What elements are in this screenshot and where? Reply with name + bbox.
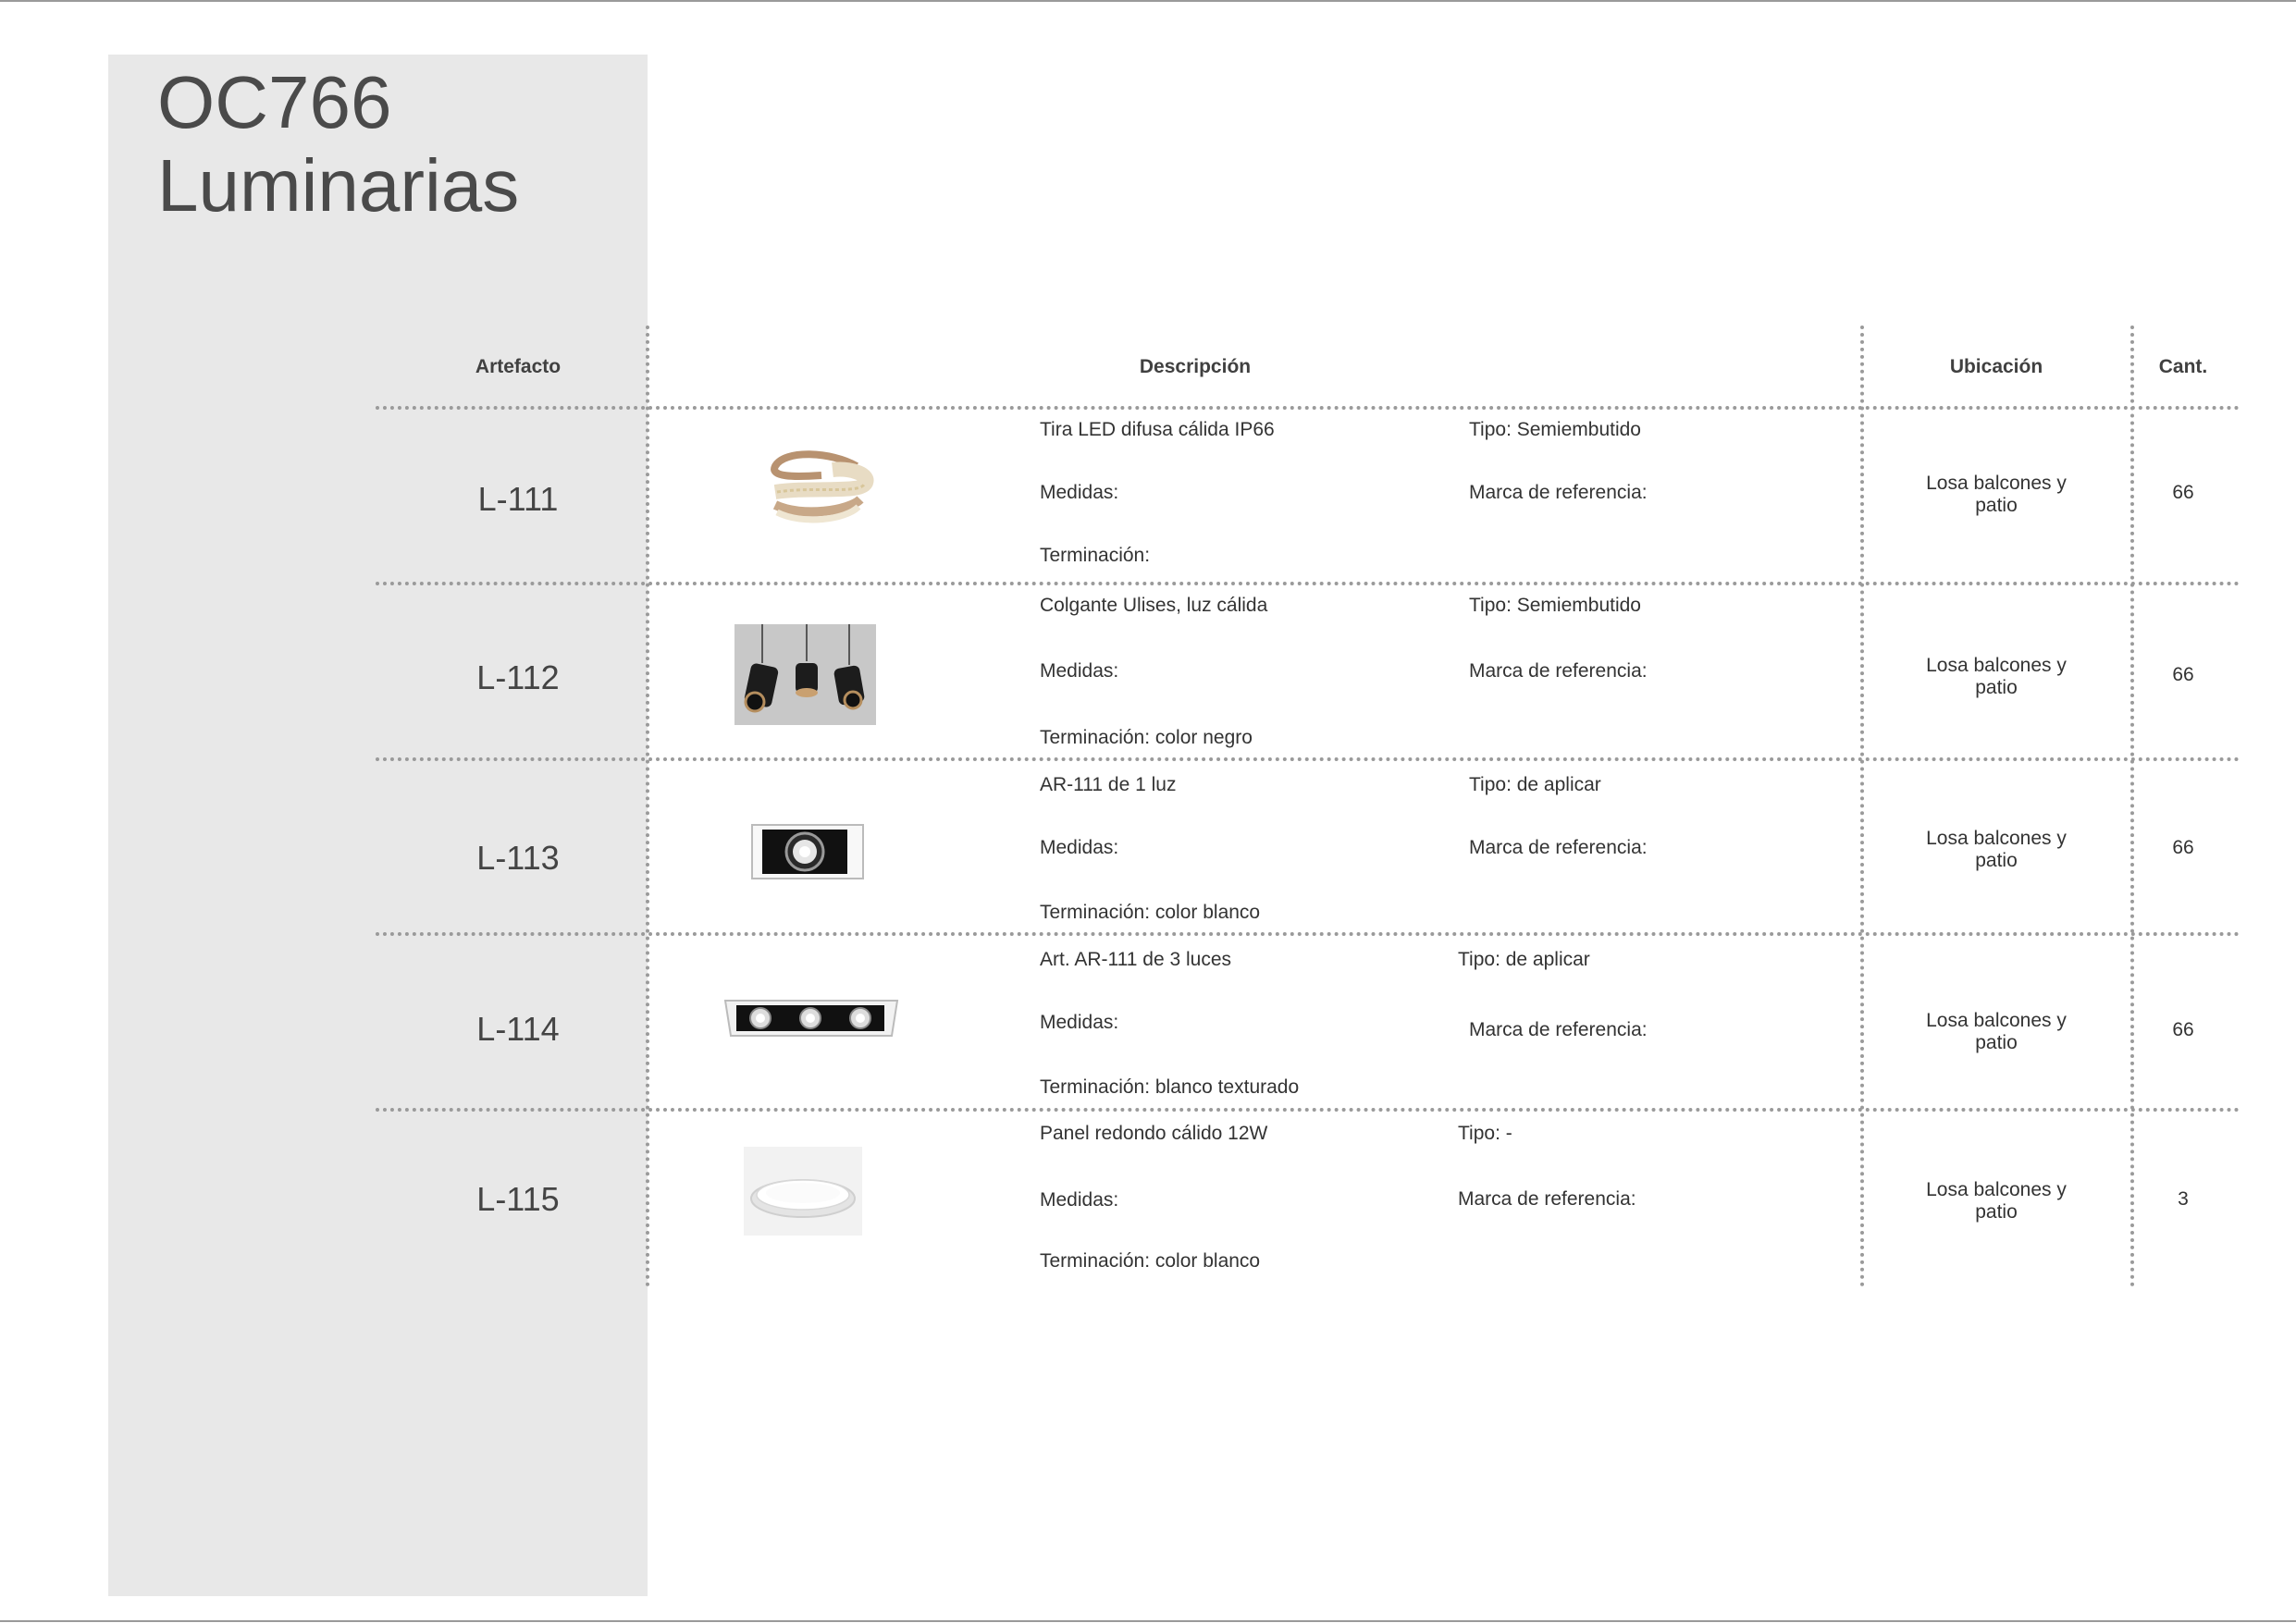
fixture-location: Losa balcones y patio — [1926, 473, 2067, 516]
table-row — [0, 761, 2296, 937]
header-artefacto: Artefacto — [475, 356, 562, 377]
fixture-finish: Terminación: color blanco — [1040, 1250, 1261, 1272]
fixture-measures: Medidas: — [1040, 1012, 1119, 1033]
header-descripcion: Descripción — [1139, 356, 1252, 377]
fixture-type: Tipo: - — [1458, 1123, 1512, 1144]
fixture-brand: Marca de referencia: — [1458, 1188, 1636, 1210]
fixture-measures: Medidas: — [1040, 660, 1119, 682]
fixture-finish: Terminación: — [1040, 545, 1151, 566]
table-row — [0, 936, 2296, 1112]
pendant-lights-image — [734, 624, 876, 725]
fixture-name: Art. AR-111 de 3 luces — [1040, 949, 1231, 970]
fixture-brand: Marca de referencia: — [1469, 660, 1648, 682]
fixture-location: Losa balcones y patio — [1926, 655, 2067, 698]
fixture-quantity: 66 — [2172, 482, 2194, 503]
fixture-quantity: 3 — [2178, 1188, 2189, 1210]
artefact-code: L-111 — [477, 480, 559, 518]
fixture-brand: Marca de referencia: — [1469, 837, 1648, 858]
fixture-quantity: 66 — [2172, 1019, 2194, 1040]
fixture-location: Losa balcones y patio — [1926, 828, 2067, 871]
fixture-name: Colgante Ulises, luz cálida — [1040, 595, 1268, 616]
fixture-name: Panel redondo cálido 12W — [1040, 1123, 1268, 1144]
fixture-location: Losa balcones y patio — [1926, 1179, 2067, 1223]
ar111-triple-image — [723, 999, 899, 1038]
fixture-name: AR-111 de 1 luz — [1040, 774, 1177, 795]
fixture-name: Tira LED difusa cálida IP66 — [1040, 419, 1275, 440]
fixture-location: Losa balcones y patio — [1926, 1010, 2067, 1053]
fixture-measures: Medidas: — [1040, 482, 1119, 503]
fixture-type: Tipo: de aplicar — [1469, 774, 1601, 795]
fixture-finish: Terminación: color negro — [1040, 727, 1253, 748]
table-row — [0, 410, 2296, 585]
fixture-measures: Medidas: — [1040, 1189, 1119, 1211]
fixture-finish: Terminación: color blanco — [1040, 902, 1261, 923]
page-top-border — [0, 0, 2296, 2]
fixture-brand: Marca de referencia: — [1469, 482, 1648, 503]
fixture-type: Tipo: de aplicar — [1458, 949, 1590, 970]
page-title — [157, 61, 519, 227]
artefact-code: L-114 — [476, 1010, 560, 1048]
fixture-measures: Medidas: — [1040, 837, 1119, 858]
ar111-single-image — [751, 824, 864, 879]
artefact-code: L-113 — [476, 839, 560, 877]
round-panel-image — [744, 1147, 862, 1236]
fixture-finish: Terminación: blanco texturado — [1040, 1076, 1300, 1098]
fixture-brand: Marca de referencia: — [1469, 1019, 1648, 1040]
title-code: OC766 — [157, 61, 392, 143]
fixture-type: Tipo: Semiembutido — [1469, 595, 1641, 616]
fixture-quantity: 66 — [2172, 837, 2194, 858]
fixture-quantity: 66 — [2172, 664, 2194, 685]
header-cant: Cant. — [2158, 356, 2208, 377]
header-ubicacion: Ubicación — [1949, 356, 2043, 377]
title-name: Luminarias — [157, 144, 520, 227]
artefact-code: L-115 — [476, 1180, 560, 1218]
fixture-type: Tipo: Semiembutido — [1469, 419, 1641, 440]
table-row — [0, 585, 2296, 761]
page-bottom-border — [0, 1620, 2296, 1622]
led-strip-image — [757, 446, 875, 538]
artefact-code: L-112 — [476, 658, 560, 696]
table-row — [0, 1112, 2296, 1287]
